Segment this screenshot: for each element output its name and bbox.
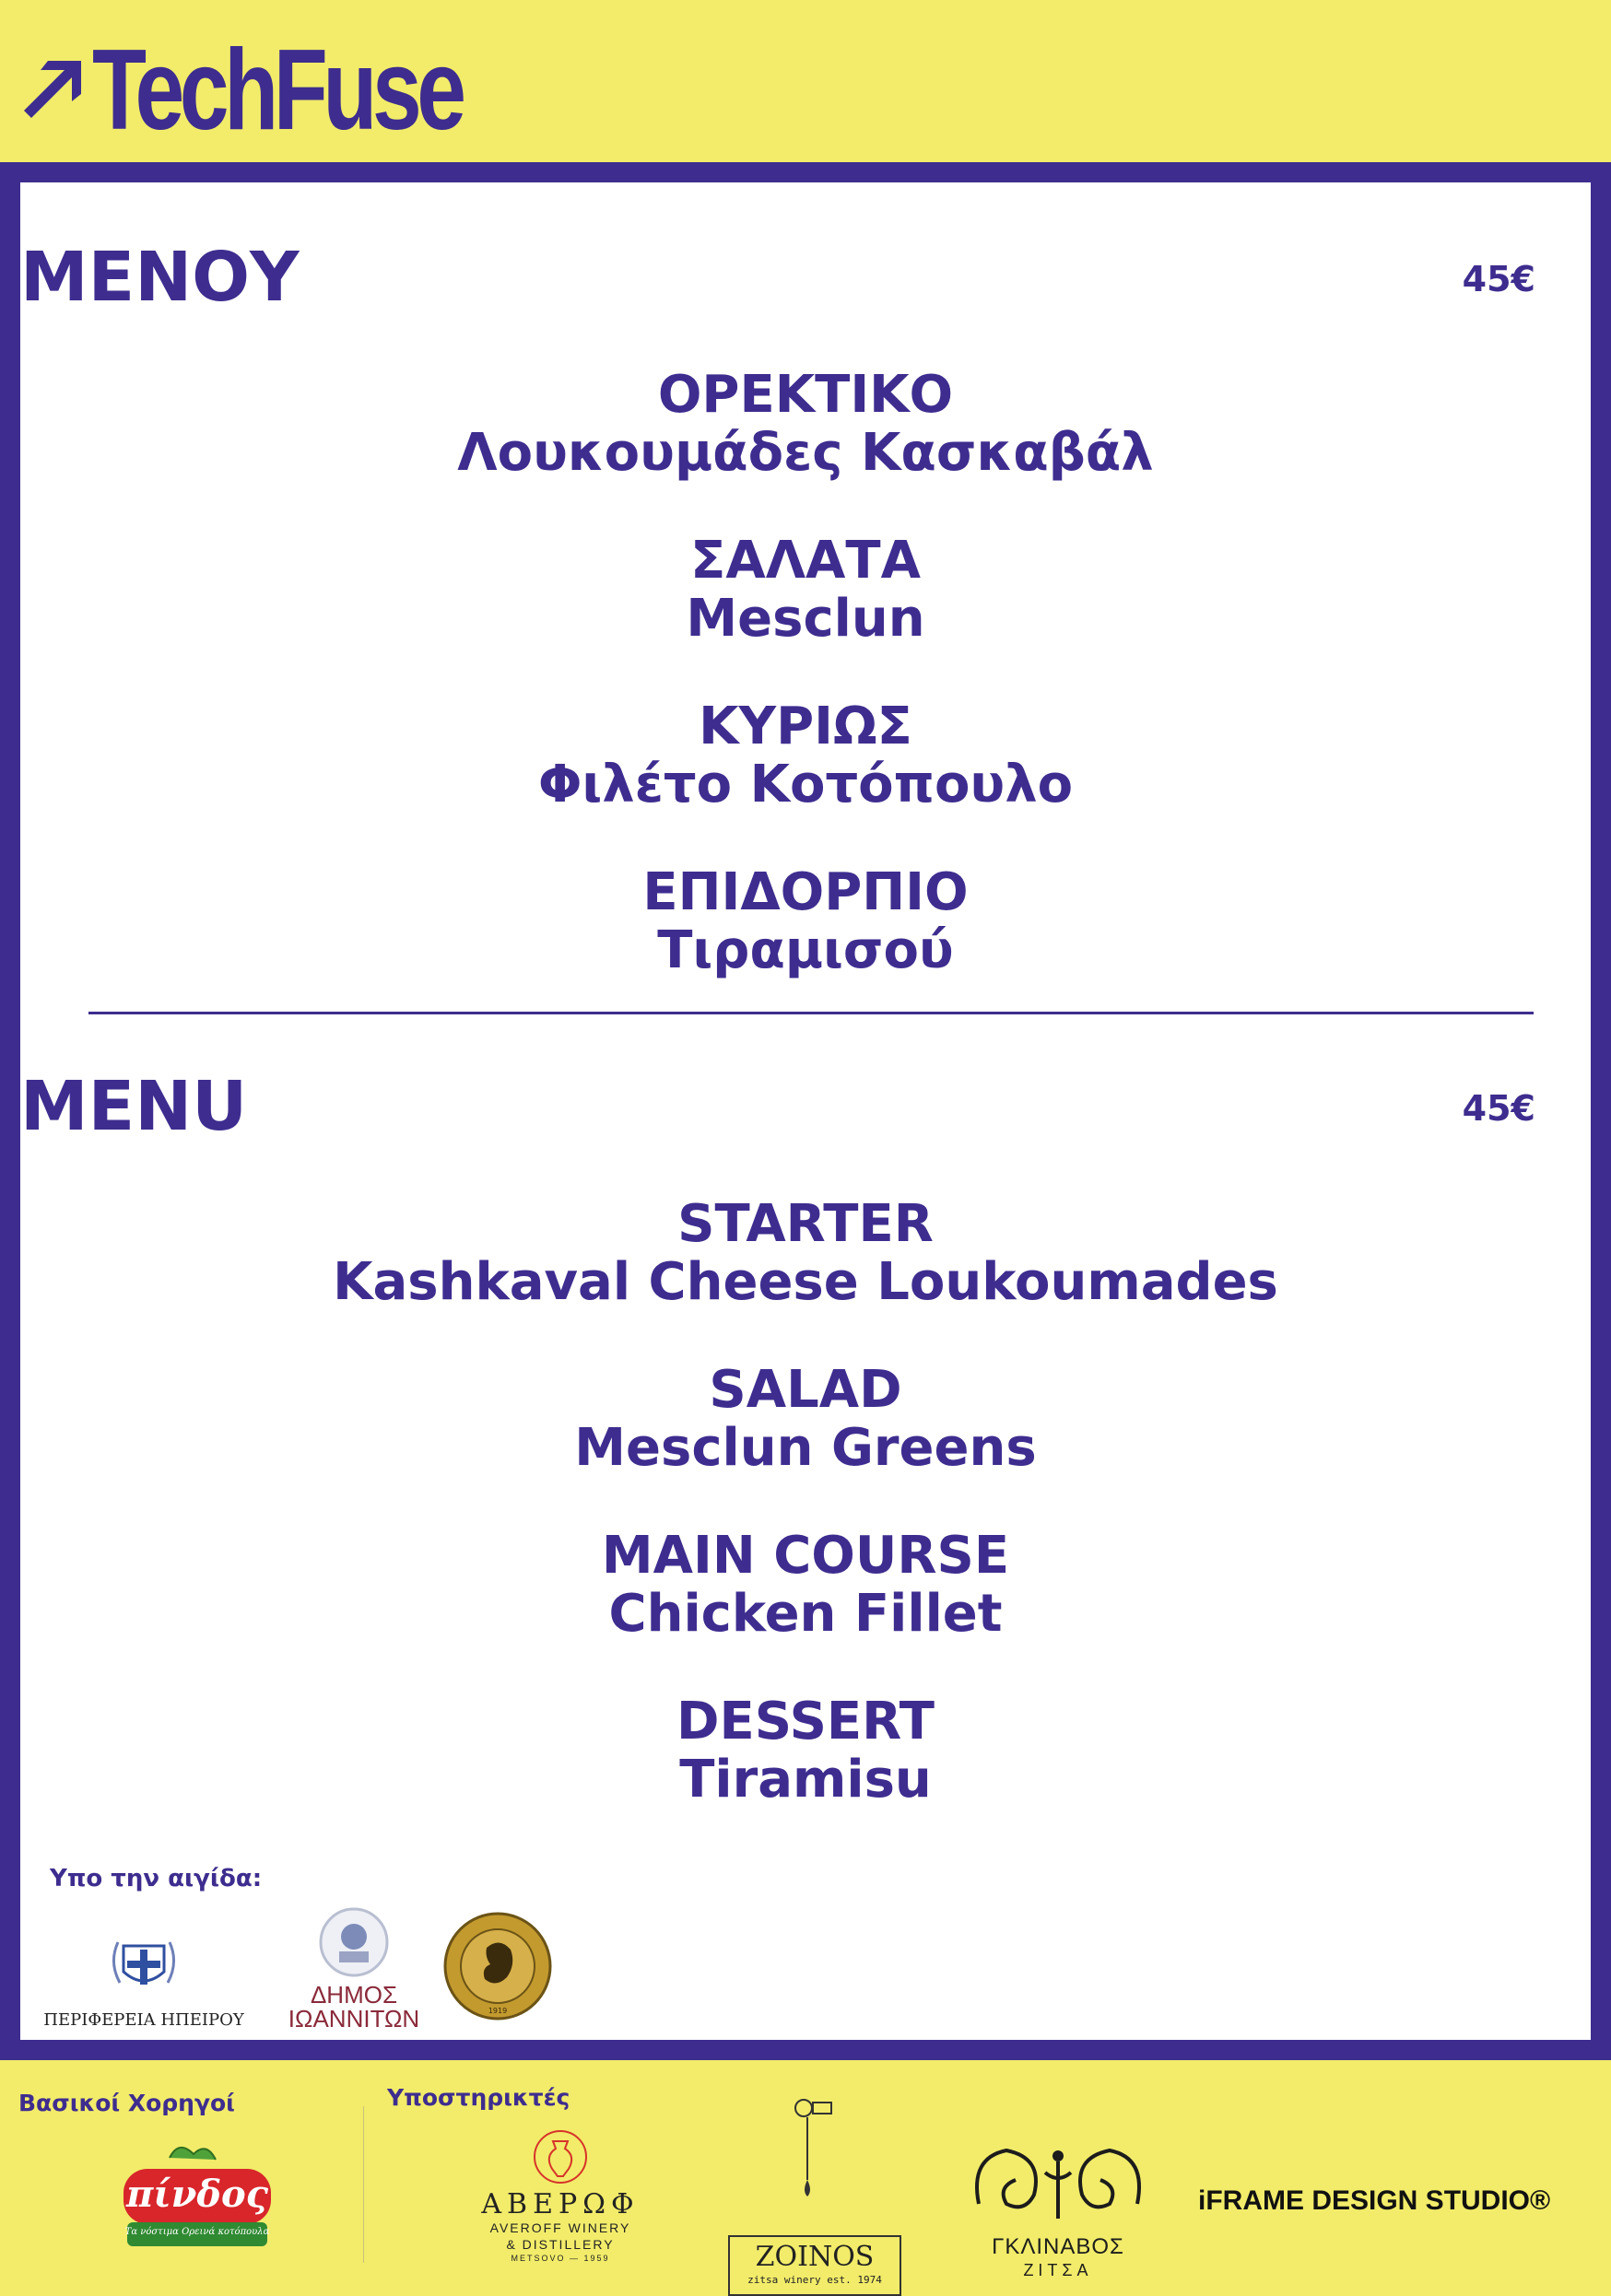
course-label: DESSERT [676,1692,935,1751]
course-dish: Τιραμισού [657,920,954,980]
course-dish: Λουκουμάδες Κασκαβάλ [457,422,1154,483]
glinavos-logo [960,2139,1156,2283]
greek-course-main [20,698,1591,814]
main-sponsors-label: Βασικοί Χορηγοί [18,2090,235,2116]
sponsors-footer [0,2060,1611,2285]
zoinos-drop-icon [728,2095,905,2215]
pindos-logo [114,2138,280,2257]
peacocks-icon [960,2139,1156,2232]
chamber-coin-icon [442,1911,553,2021]
averoff-line2: & DISTILLERY [506,2237,615,2253]
amphora-icon [528,2128,593,2185]
course-label: MAIN COURSE [601,1526,1010,1586]
menu-frame [0,162,1611,2060]
region-epirus-name: ΠΕΡΙΦΕΡΕΙΑ ΗΠΕΙΡΟΥ [43,2010,244,2030]
supporters-label: Υποστηρικτές [387,2084,570,2111]
menu-panel [20,182,1591,2040]
municipality-name-line1: ΔΗΜΟΣ [310,1981,398,2009]
course-dish: Tiramisu [679,1749,932,1810]
municipality-seal-icon [317,1905,391,1979]
english-course-main [20,1528,1591,1643]
pindos-name: πίνδος [125,2173,269,2216]
english-course-dessert [20,1693,1591,1809]
averoff-line3: METSOVO — 1959 [511,2254,610,2264]
greek-course-dessert [20,864,1591,979]
greek-course-salad [20,533,1591,648]
greek-menu-price: 45€ [1462,259,1535,299]
zoinos-box [728,2235,901,2296]
english-menu-price: 45€ [1462,1088,1535,1129]
course-label: ΟΡΕΚΤΙΚΟ [657,365,954,425]
municipality-name-line2: ΙΩΑΝΝΙΤΩΝ [288,2005,420,2032]
course-dish: Mesclun Greens [574,1417,1037,1478]
section-divider [88,1012,1534,1014]
municipality-ioannina-logo [262,1905,446,2031]
zoinos-name: ZOINOS [755,2241,875,2273]
glinavos-name: ΓΚΛΙΝΑΒΟΣ [992,2234,1124,2259]
chamber-year: 1919 [488,2007,508,2015]
english-course-salad [20,1362,1591,1477]
chamber-ioannina-logo [439,1911,557,2021]
greek-menu-title: ΜΕΝΟΥ [20,238,300,317]
iframe-design-studio-logo: iFRAME DESIGN STUDIO® [1198,2185,1551,2216]
course-label: ΕΠΙΔΟΡΠΙΟ [642,862,969,922]
course-label: ΣΑΛΑΤΑ [690,531,921,591]
sponsor-separator [363,2106,364,2263]
averoff-logo [448,2128,673,2265]
course-dish: Φιλέτο Κοτόπουλο [537,754,1074,814]
course-dish: Kashkaval Cheese Loukoumades [333,1251,1278,1312]
brand-name: TechFuse [92,27,462,154]
glinavos-place: ΖΙΤΣΑ [1023,2261,1093,2280]
zoinos-tagline: zitsa winery est. 1974 [747,2274,882,2286]
course-label: ΚΥΡΙΩΣ [699,697,912,756]
pindos-tagline: Τα νόστιμα Ορεινά κοτόπουλα [124,2227,270,2237]
brand-logo [20,27,566,154]
english-course-starter [20,1196,1591,1311]
arrow-icon [20,57,87,123]
course-dish: Chicken Fillet [608,1583,1003,1644]
greek-course-starter [20,367,1591,482]
course-label: SALAD [709,1360,902,1420]
averoff-name: ΑΒΕΡΩΦ [481,2188,640,2220]
aegis-label: Υπο την αιγίδα: [50,1865,263,1892]
zoinos-logo [728,2095,905,2286]
english-menu-title: MENU [20,1067,248,1146]
averoff-line1: AVEROFF WINERY [489,2220,631,2235]
region-epirus-logo [42,1924,245,2030]
course-dish: Mesclun [686,588,925,649]
greek-emblem-icon [105,1924,182,2001]
course-label: STARTER [677,1194,934,1254]
